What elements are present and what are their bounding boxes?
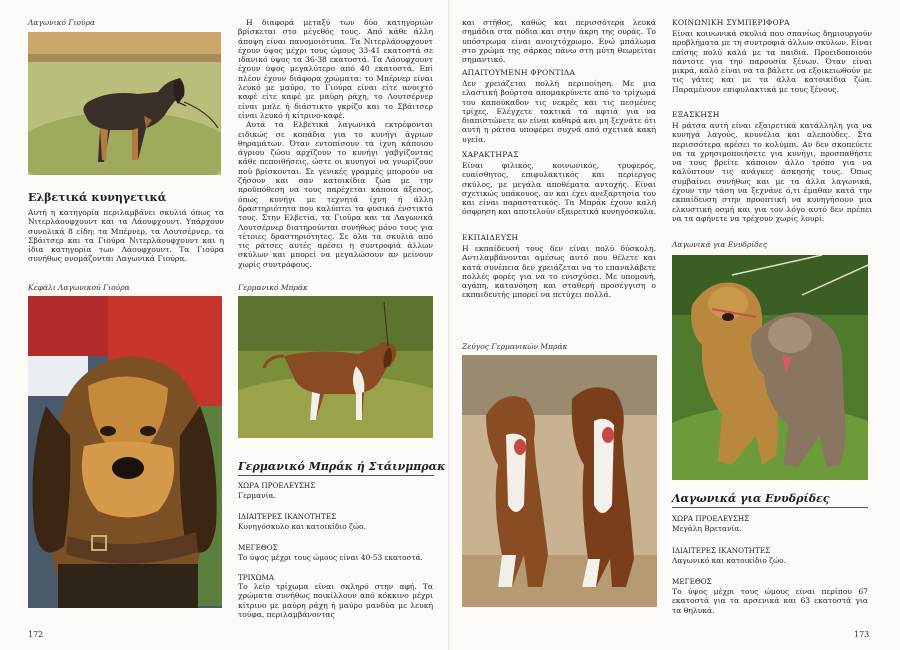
jura-hound-photo <box>28 32 221 175</box>
exercise-text: Η ράτσα αυτή είναι εξαιρετικά κατάλληλη για να κυνηγά λαγούς, κουνέλια και αλεπούδες. Στα περισσότερα αρέσει το κολύμπι. Αν δεν σκοπεύετε να τα χρησιμοποιήσετε για κυνήγι, προσπαθήστε να τους βρείτε κάποιον άλλο τρόπο για να καλύπτουν τις ανάγκες άσκησής τους. Όπως συμβαίνει συνήθως και με τα άλλα λαγωνικά, έχουν την τάση να ξεχνάνε ό,τι έμαθαν κατά την εκπαίδευση στην προοπτική να κυνηγήσουν μια ελκυστική οσμή και για τον λόγο αυτό δεν πρέπει να τα αφήνετε να τρέχουν χωρίς λουρί. <box>672 121 872 223</box>
title-rule <box>238 475 434 476</box>
breed-title-otter: Λαγωνικά για Ενυδρίδες <box>672 492 830 505</box>
jura-head-photo <box>28 296 222 608</box>
skills-label: ΙΔΙΑΙΤΕΡΕΣ ΙΚΑΝΟΤΗΤΕΣ <box>238 512 337 521</box>
otter-skills-label: ΙΔΙΑΙΤΕΡΕΣ ΙΚΑΝΟΤΗΤΕΣ <box>672 546 771 555</box>
otter-origin-value: Μεγάλη Βρετανία. <box>672 524 742 533</box>
otter-origin-label: ΧΩΡΑ ΠΡΟΕΛΕΥΣΗΣ <box>672 514 750 523</box>
otter-size-value: Το ύψος μέχρι τους ώμους είναι περίπου 67 εκατοστά για τα αρσενικά και 63 εκατοστά για τα θηλυκά. <box>672 587 868 615</box>
size-label: ΜΕΓΕΘΟΣ <box>238 543 278 552</box>
page-number-left: 172 <box>28 630 44 639</box>
german-bracke-photo <box>238 296 433 438</box>
social-label: ΚΟΙΝΩΝΙΚΗ ΣΥΜΠΕΡΙΦΟΡΑ <box>672 18 790 27</box>
coat-label: ΤΡΙΧΩΜΑ <box>238 573 275 582</box>
left-col2-paragraph-2: Αυτά τα Ελβετικά λαγωνικά εκτρέφονται ειδικώς σε κοπάδια για το κυνήγι άγριων θηραμάτων. Όταν εντοπίσουν τα ίχνη κάποιου άγριου ζώου αρχίζουν το κυνήγι γαβγίζοντας κάθε πεποιθήσεις, ώστε οι κυνηγοί να γνωρίζουν πού βρίσκονται. Σε γενικές γραμμές μπορούν να ζήσουν και σαν κατοικίδια ζώα με την προϋπόθεση να τους παρέχεται κάποια άξεσος, όπως κυνήγι με τεχνητά ίχνη ή άλλη δραστηριότητα που καλύπτει τα φυσικά ένστικτά τους. Στην Ελβετία, τα Γιούρα και τα Λαγωνικά Λουτσέρνερ διατηρούνται συνήθως μόνο τους για τέτοιες δραστηριότητες. Σε όλα τα σκυλιά από τις ράτσες αυτές αρέσει η συντροφιά άλλων σκύλων και μπορεί να μεγαλώσουν αν μείνουν χωρίς συντρόφους. <box>238 120 433 269</box>
left-col2-text <box>238 18 433 269</box>
title-rule-right <box>672 507 868 508</box>
care-text: Δεν χρειάζεται πολλή περιποίηση. Με μια ελαστική βούρτσα απομακρύνετε από το τρίχωμά του καπούκαδον τις νεκρές και τις πεσμένες τρίχες. Ελέγχετε τακτικά τα αφτιά για να διαπιστώνετε αν είναι καθαρά και μη ξεχνάτε ότι αυτή η ράτσα υποφέρει συχνά από σχετικά κακή υγεία. <box>462 79 656 144</box>
breed-title-german: Γερμανικό Μπράκ ή Στάινμπρακ <box>238 460 446 473</box>
caption-german: Γερμανικό Μπράκ <box>238 283 308 292</box>
coat-value: Το λείο τρίχωμα είναι σκληρό στην αφή. Τα χρώματα συνήθως ποικίλλουν από κόκκινο μέχρι κίτρινο με μαύρη ράχη ή μαύρο μανδύα με λευκή τούφα, περιλαμβάνοντας <box>238 582 433 619</box>
otterhound-photo <box>672 255 868 480</box>
right-page <box>450 0 900 650</box>
size-value: Το ύψος μέχρι τους ώμους είναι 40-53 εκατοστά. <box>238 553 424 562</box>
origin-value: Γερμανία. <box>238 491 276 500</box>
care-label: ΑΠΑΙΤΟΥΜΕΝΗ ΦΡΟΝΤΙΔΑ <box>462 68 576 77</box>
otter-skills-value: Λαγωνικό και κατοικίδιο ζώο. <box>672 556 786 565</box>
caption-head: Κεφάλι Λαγωνικού Γιούρα <box>28 283 130 292</box>
page-number-right: 173 <box>854 630 870 639</box>
caption-otter: Λαγωνικά για Ενυδρίδες <box>672 240 768 249</box>
caption-greyhound: Λαγωνικό Γιούρα <box>28 18 96 27</box>
section-title: Ελβετικά κυνηγετικά <box>28 191 167 204</box>
social-text: Είναι κοινωνικά σκυλιά που σπανίως δημιουργούν προβλήματα με τη συντροφιά άλλων σκύλων. Είναι επίσης πολύ καλά με τα παιδιά. Προειδοποιούν πάντοτε για την παρουσία ξένων. Όταν είναι μικρά, καλό είναι να τα βάλετε να εξοικειωθούν με τις γάτες και με τα άλλα κατοικίδια ζώα. Παραμένουν επιφυλακτικά με τους ξένους. <box>672 29 872 94</box>
training-text: Η εκπαίδευσή τους δεν είναι πολύ δύσκολη. Αντιλαμβάνονται αμέσως αυτό που θέλετε και κατά συνέπεια δεν χρειάζεται να το επαναλάβετε πολλές φορές για να το ενισχύσει. Με υπομονή, αγάπη, κατανόηση και σταθερή προσέγγιση ο εκπαιδευτής μπορεί να πετύχει πολλά. <box>462 244 656 300</box>
bracke-pair-photo <box>462 355 657 607</box>
section-text: Αυτή η κατηγορία περιλαμβάνει σκυλιά όπως τα Νιτερλάουφχουντ και τα Λάουφχουντ. Υπάρχουν συνολικά 8 είδη: τα Μπέρνερ, τα Λουτσέρνερ, τα Σβάιτσερ και τα Γιούρα Νιτερλάουφχουντ και η ίδια κατηγορία των Λάουφχουντ. Τα Γιούρα συνήθως ονομάζονται Λαγωνικά Γιούρα. <box>28 208 224 264</box>
origin-label: ΧΩΡΑ ΠΡΟΕΛΕΥΣΗΣ <box>238 481 316 490</box>
skills-value: Κυνηγόσκυλο και κατοικίδιο ζώο. <box>238 522 366 531</box>
caption-pair: Ζεύγος Γερμανικών Μπράκ <box>462 342 568 351</box>
exercise-label: ΕΞΑΣΚΗΣΗ <box>672 110 720 119</box>
character-text: Είναι φιλικός, κοινωνικός, τρυφερός, ευαίσθητος, επιφυλακτικός και περίεργος σκύλος, με μεγάλα αποθέματα αντοχής. Είναι σχετικώς υπάκουος, αν και έχει ανεξαρτησία του και είναι παραστατικός. Τα Μπράκ έχουν καλή όσφρηση και αποτελούν εξαιρετικά κυνηγόσκυλα. <box>462 161 656 217</box>
right-col1-top: και στήθος, καθώς και περισσότερα λευκά σημάδια στα πόδια και στην άκρη της ουράς. Το υπόστρωμα είναι ανοιχτόχρωμο. Ενώ μπάλωμα στο χρώμα της σάρκας πάνω στη μύτη θεωρείται σημαντικό. <box>462 18 656 65</box>
otter-size-label: ΜΕΓΕΘΟΣ <box>672 577 712 586</box>
left-col2-paragraph-1: Η διαφορά μεταξύ των δύο κατηγοριών βρίσκεται στο μέγεθός τους. Από κάθε άλλη άποψη είναι πανομοιότυπα. Τα Νιτερλάουφχουντ έχουν ύψος μέχρι τους ώμους 33-41 εκατοστά σε ιδανικό ύψος τα 36-38 εκατοστά. Τα Λάουφχουντ έχουν ύψος μεγαλύτερο από 40 εκατοστά. Επί πλέον έχουν διάφορα χρώματα: το Μπέρνερ είναι λευκό με μαύρο, το Γιούρα είναι είτε ανοιχτό καφέ είτε καφέ με μαύρη ράχη, το Λουτσέρνερ είναι μπλε ή διάστικτο γκρίζο και το Σβάιτσερ είναι λευκό ή κίτρινο-καφέ. <box>238 18 433 120</box>
character-label: ΧΑΡΑΚΤΗΡΑΣ <box>462 150 519 159</box>
training-label: ΕΚΠΑΙΔΕΥΣΗ <box>462 233 519 242</box>
